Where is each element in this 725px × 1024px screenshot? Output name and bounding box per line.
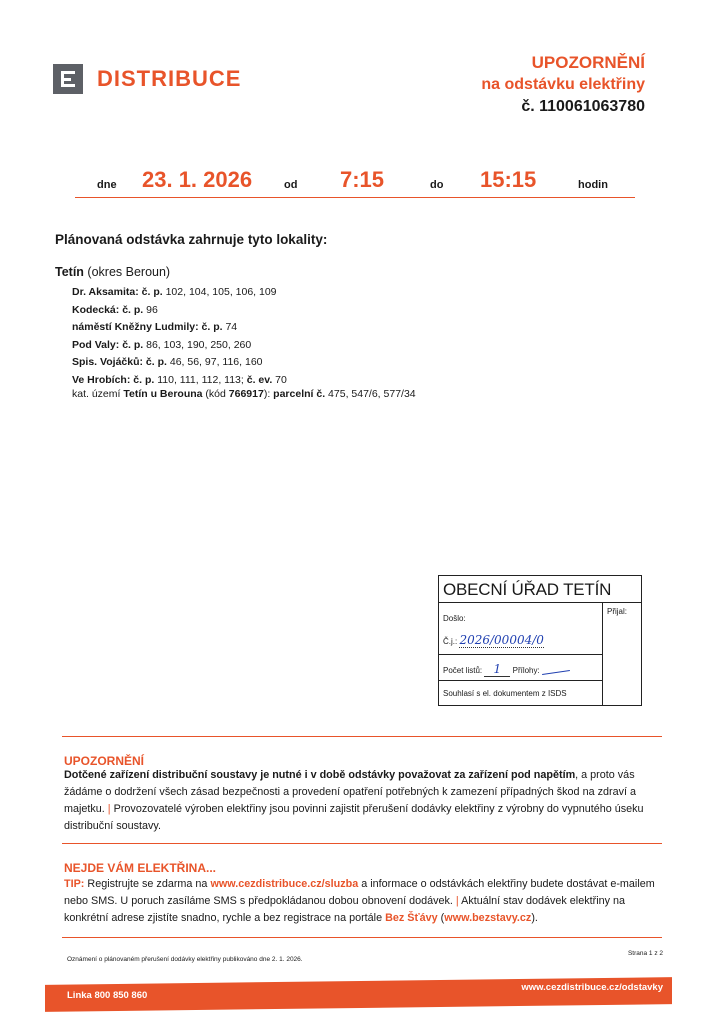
stamp-cj: Č.j.: 2026/00004/0 bbox=[443, 633, 544, 647]
notice-title bbox=[481, 52, 645, 118]
stamp-header: OBECNÍ ÚŘAD TETÍN bbox=[439, 576, 641, 603]
locality bbox=[55, 265, 170, 279]
tip-heading: NEJDE VÁM ELEKTŘINA... bbox=[64, 861, 217, 875]
footer-url[interactable]: www.cezdistribuce.cz/odstavky bbox=[521, 982, 663, 993]
list-item: Spis. Vojáčků: č. p. 46, 56, 97, 116, 160 bbox=[72, 356, 263, 368]
schedule-row bbox=[75, 160, 635, 198]
od-label: od bbox=[284, 179, 298, 191]
stamp-souhlasi: Souhlasí s el. dokumentem z ISDS bbox=[443, 689, 567, 698]
registration-link[interactable]: www.cezdistribuce.cz/sluzba bbox=[210, 878, 359, 890]
page-number: Strana 1 z 2 bbox=[627, 950, 663, 957]
warning-heading: UPOZORNĚNÍ bbox=[64, 754, 145, 768]
company-logo bbox=[53, 64, 241, 94]
handwritten-cj: 2026/00004/0 bbox=[459, 633, 544, 647]
title-line2: na odstávku elektřiny bbox=[481, 76, 645, 93]
divider bbox=[62, 736, 662, 737]
locality-name: Tetín bbox=[55, 265, 84, 279]
logo-wordmark: DISTRIBUCE bbox=[97, 66, 242, 91]
do-label: do bbox=[430, 179, 444, 191]
title-line1: UPOZORNĚNÍ bbox=[531, 53, 645, 72]
handwritten-pocet: 1 bbox=[484, 662, 510, 677]
list-item: Dr. Aksamita: č. p. 102, 104, 105, 106, 109 bbox=[72, 286, 277, 298]
street-list bbox=[72, 284, 287, 389]
stamp-doslo: Došlo: bbox=[443, 614, 466, 623]
list-item: Pod Valy: č. p. 86, 103, 190, 250, 260 bbox=[72, 338, 252, 351]
hodin-label: hodin bbox=[578, 179, 608, 191]
cadastre-line: kat. území Tetín u Berouna (kód 766917): parcelní č. 475, 547/6, 577/34 bbox=[72, 388, 416, 400]
stamp-pocet: Počet listů: 1 Přílohy: bbox=[443, 662, 570, 677]
outage-from: 7:15 bbox=[340, 167, 385, 192]
list-item: náměstí Kněžny Ludmily: č. p. 74 bbox=[72, 321, 238, 333]
bezstavy-link[interactable]: www.bezstavy.cz bbox=[444, 912, 532, 924]
outage-to: 15:15 bbox=[480, 167, 537, 192]
cez-logo-icon bbox=[53, 64, 83, 94]
outage-date: 23. 1. 2026 bbox=[142, 167, 253, 192]
tip-text: TIP: Registrujte se zdarma na www.cezdistribuce.cz/sluzba a informace o odstávkách elektřiny budete dostávat e-mailem nebo SMS. U poruch zasíláme SMS s předpokládanou dobou obnovení dodávek. | Aktuální stav dodávek elektřiny na konkrétní adrese zjistíte snadno, rychle a bez registrace na portále Bez Šťávy (www.bezstavy.cz). bbox=[64, 878, 655, 924]
notice-number: č. 110061063780 bbox=[521, 98, 645, 115]
registry-stamp bbox=[438, 575, 642, 706]
divider bbox=[62, 843, 662, 844]
stamp-prijal: Přijal: bbox=[607, 607, 628, 616]
planned-heading: Plánovaná odstávka zahrnuje tyto lokality: bbox=[55, 232, 328, 247]
list-item: Ve Hrobích: č. p. 110, 111, 112, 113; č. ev. 70 bbox=[72, 373, 287, 386]
publication-note: Oznámení o plánovaném přerušení dodávky elektřiny publikováno dne 2. 1. 2026. bbox=[67, 956, 303, 963]
divider bbox=[62, 937, 662, 938]
warning-text: Dotčené zařízení distribuční soustavy je nutné i v době odstávky považovat za zařízení pod napětím, a proto vás žádáme o dodržení všech zásad bezpečnosti a provedení opatření potřebných k zamezení případných škod na zdraví a majetku. | Provozovatelé výroben elektřiny jsou povinni zajistit přerušení dodávky elektřiny z výrobny do vypnutého úseku distribuční soustavy. bbox=[64, 769, 644, 832]
dne-label: dne bbox=[97, 179, 117, 191]
locality-district: (okres Beroun) bbox=[87, 265, 171, 279]
hotline: Linka 800 850 860 bbox=[67, 990, 148, 1001]
list-item: Kodecká: č. p. 96 bbox=[72, 303, 158, 316]
